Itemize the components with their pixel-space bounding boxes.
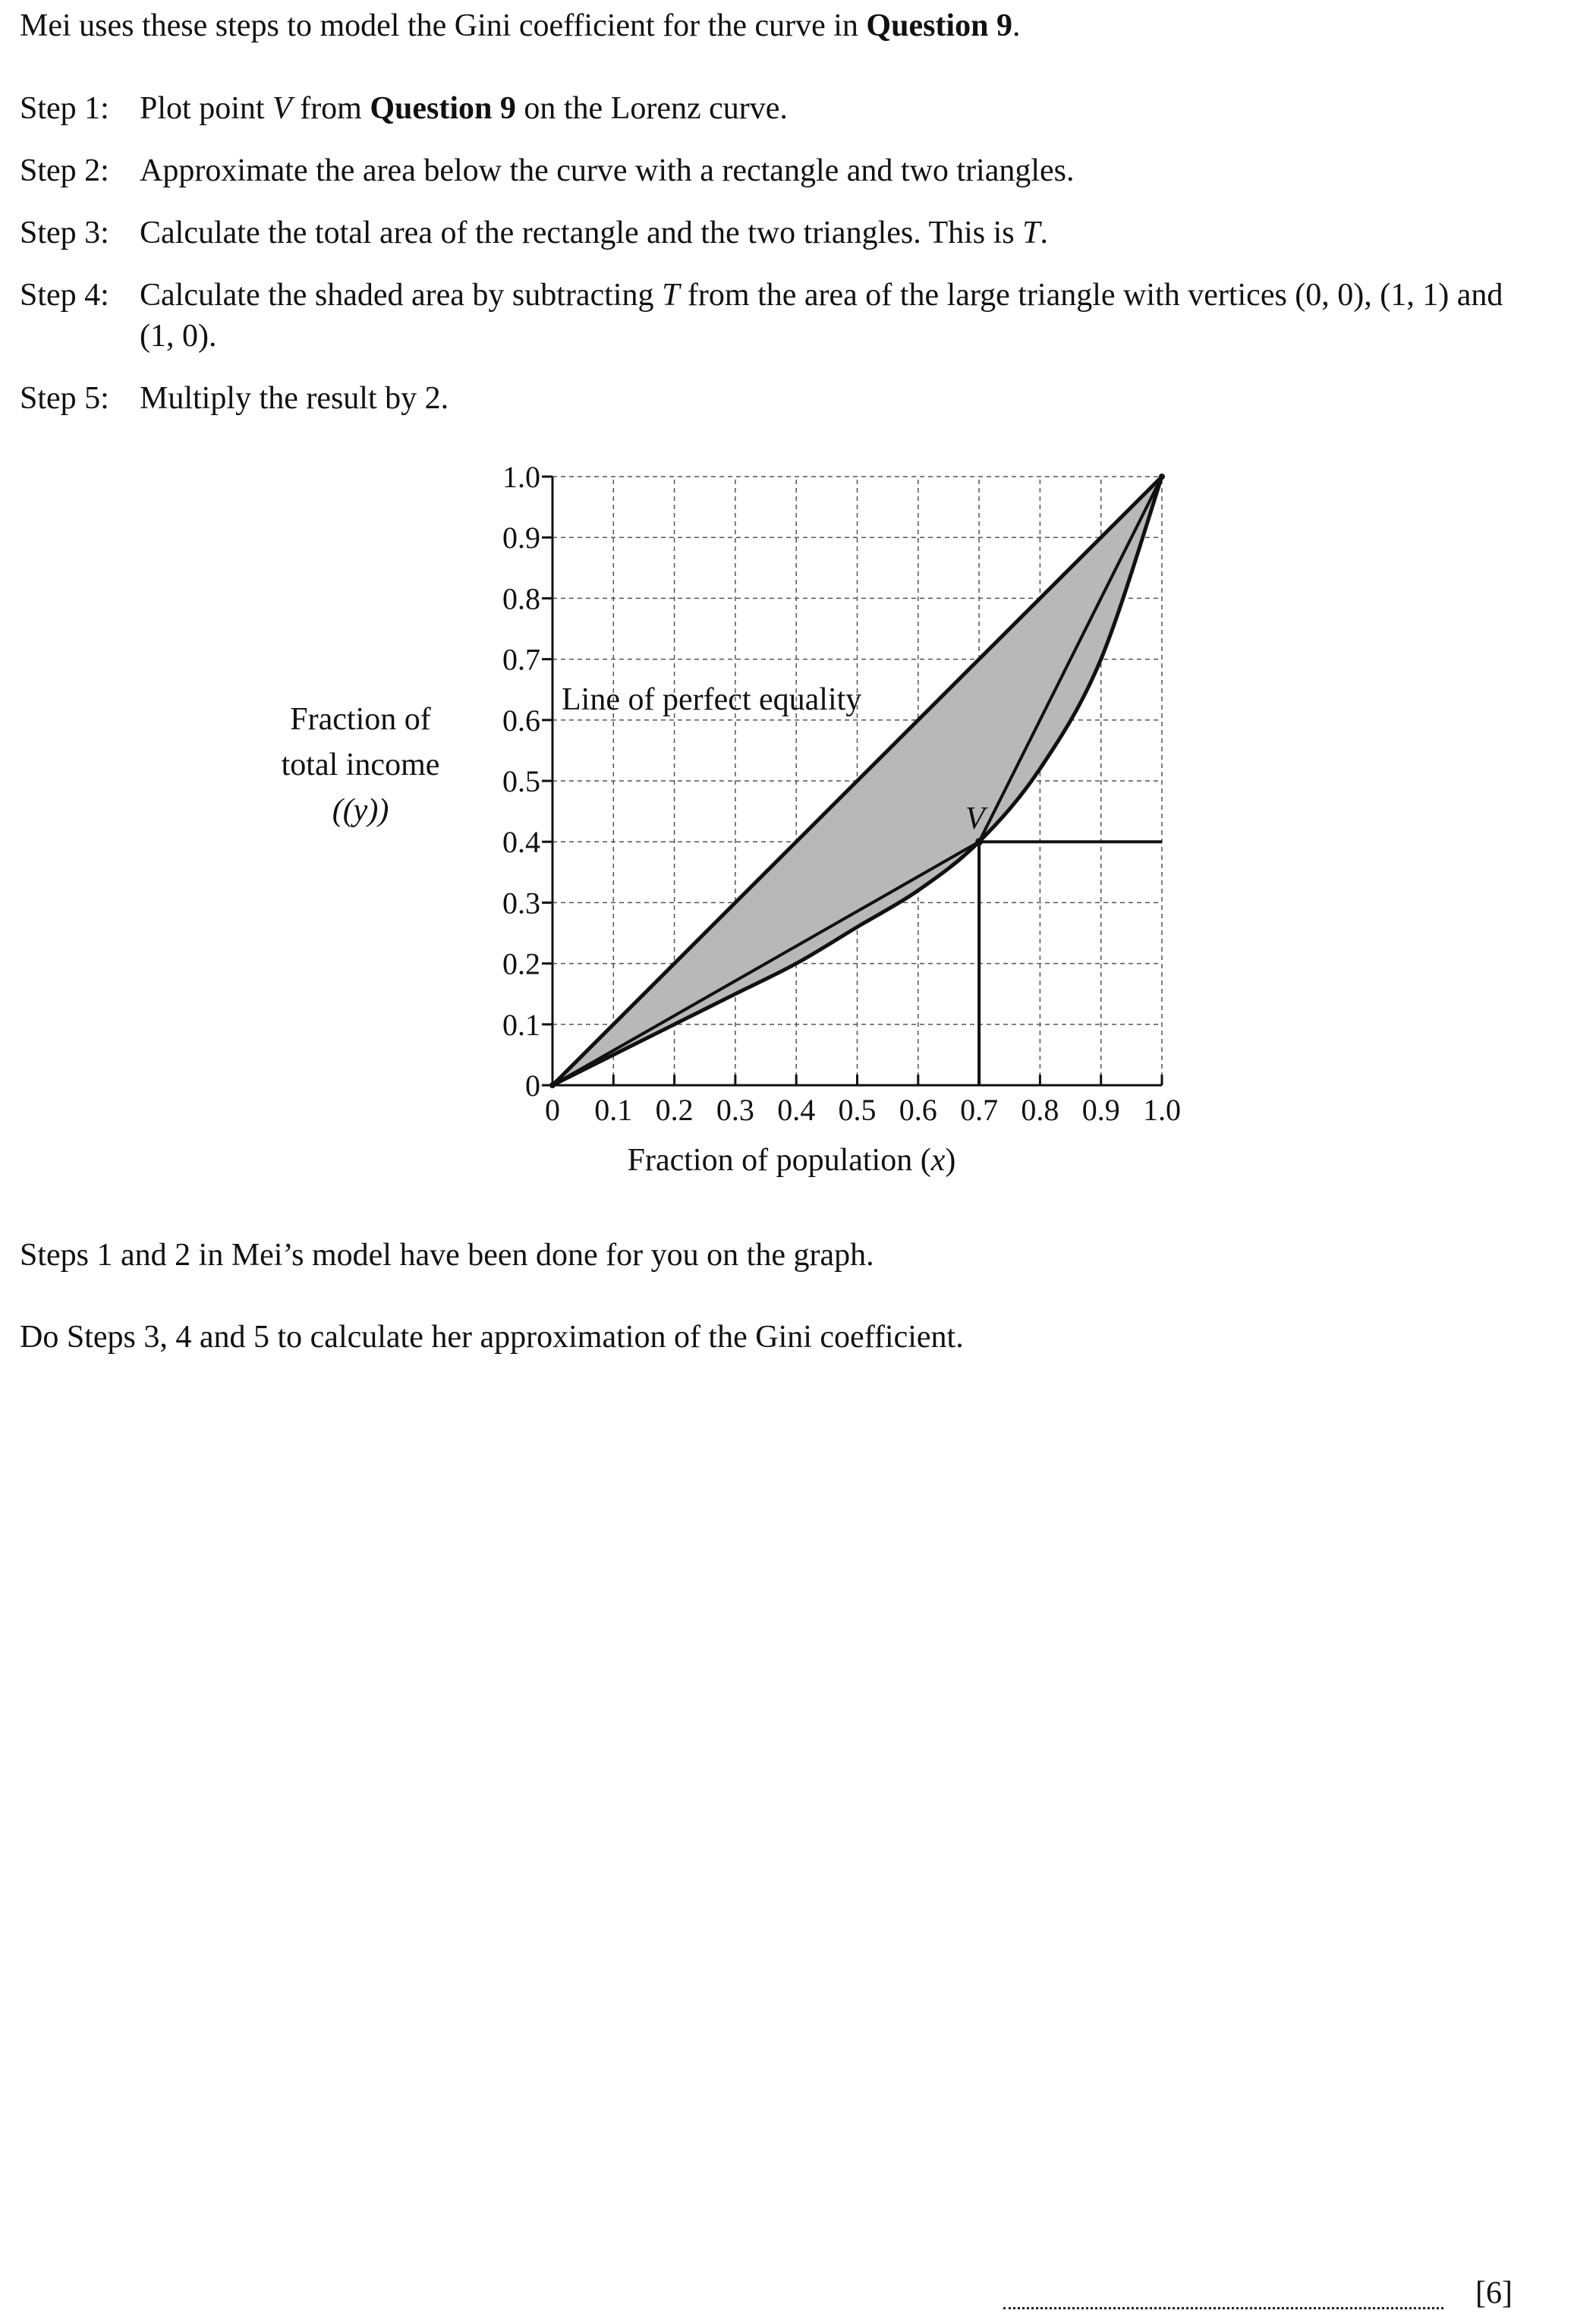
y-tick-label: 1.0 xyxy=(502,460,540,494)
step-1-label: Step 1: xyxy=(20,91,109,126)
y-tick-label: 0.6 xyxy=(502,703,540,738)
step-1-mid: from xyxy=(291,91,370,126)
step-1-post: on the Lorenz curve. xyxy=(515,91,788,126)
y-tick-label: 0.3 xyxy=(502,886,540,921)
step-5-text: Multiply the result by 2. xyxy=(140,381,449,416)
x-axis-label-pre: Fraction of population ( xyxy=(627,1143,931,1178)
step-2-text: Approximate the area below the curve with a rectangle and two triangles. xyxy=(140,153,1075,188)
end-point xyxy=(1159,474,1165,480)
equality-line-label: Line of perfect equality xyxy=(562,682,862,717)
x-tick-label: 0.7 xyxy=(960,1093,999,1127)
y-tick-label: 0.4 xyxy=(502,825,540,860)
y-tick-label: 0.5 xyxy=(502,764,540,798)
intro-pre: Mei uses these steps to model the Gini coefficient for the curve in xyxy=(20,8,867,43)
step-3-var: T xyxy=(1022,216,1040,250)
after-line-1: Steps 1 and 2 in Mei’s model have been done for you on the graph. xyxy=(20,1238,874,1273)
y-tick-label: 0.2 xyxy=(502,946,540,981)
x-tick-label: 0.2 xyxy=(655,1093,694,1127)
step-5-label: Step 5: xyxy=(20,381,109,416)
y-tick-label: 0.8 xyxy=(502,581,540,616)
y-tick-label: 0 xyxy=(525,1069,540,1103)
step-3-label: Step 3: xyxy=(20,216,109,250)
x-tick-label: 0.8 xyxy=(1021,1093,1059,1127)
marks-label: [6] xyxy=(1475,2276,1513,2311)
step-3-post: . xyxy=(1040,216,1049,250)
point-v xyxy=(975,838,983,845)
step-4-var: T xyxy=(662,278,680,313)
y-axis-label-var: (y) xyxy=(342,793,379,828)
x-tick-label: 0.5 xyxy=(838,1093,877,1127)
after-line-2: Do Steps 3, 4 and 5 to calculate her approximation of the Gini coefficient. xyxy=(20,1320,964,1355)
step-3-pre: Calculate the total area of the rectangle and the two triangles. This is xyxy=(140,216,1023,250)
x-tick-label: 1.0 xyxy=(1143,1093,1181,1127)
x-tick-label: 0 xyxy=(545,1093,560,1127)
y-tick-label: 0.7 xyxy=(502,642,540,677)
point-v-label: V xyxy=(965,801,985,836)
x-axis-label-var: x xyxy=(930,1143,946,1178)
step-4-post: from the area of the large triangle with vertices (0, 0), (1, 1) and (1, 0). xyxy=(140,278,1503,354)
step-1-var: V xyxy=(272,91,292,126)
x-tick-label: 0.6 xyxy=(899,1093,937,1127)
x-tick-label: 0.9 xyxy=(1081,1093,1120,1127)
x-axis-label xyxy=(628,1143,956,1178)
x-tick-label: 0.4 xyxy=(777,1093,816,1127)
step-4-label: Step 4: xyxy=(20,278,109,313)
origin-point xyxy=(549,1082,556,1088)
intro-bold: Question 9 xyxy=(866,8,1012,43)
y-axis-label-line-3: ((y)) xyxy=(332,793,389,828)
y-tick-label: 0.9 xyxy=(502,521,540,556)
answer-line[interactable] xyxy=(1003,2292,1443,2309)
x-axis-label-post: ) xyxy=(945,1143,956,1178)
intro-post: . xyxy=(1012,8,1021,43)
step-2-label: Step 2: xyxy=(20,153,109,188)
x-tick-label: 0.1 xyxy=(594,1093,633,1127)
step-4-pre: Calculate the shaded area by subtracting xyxy=(140,278,663,313)
y-axis-label-line-2: total income xyxy=(281,748,440,782)
step-1-bold: Question 9 xyxy=(370,91,516,126)
step-1-pre: Plot point xyxy=(140,91,273,126)
y-axis-label-line-1: Fraction of xyxy=(290,702,431,737)
y-tick-label: 0.1 xyxy=(502,1007,540,1042)
x-tick-label: 0.3 xyxy=(716,1093,754,1127)
